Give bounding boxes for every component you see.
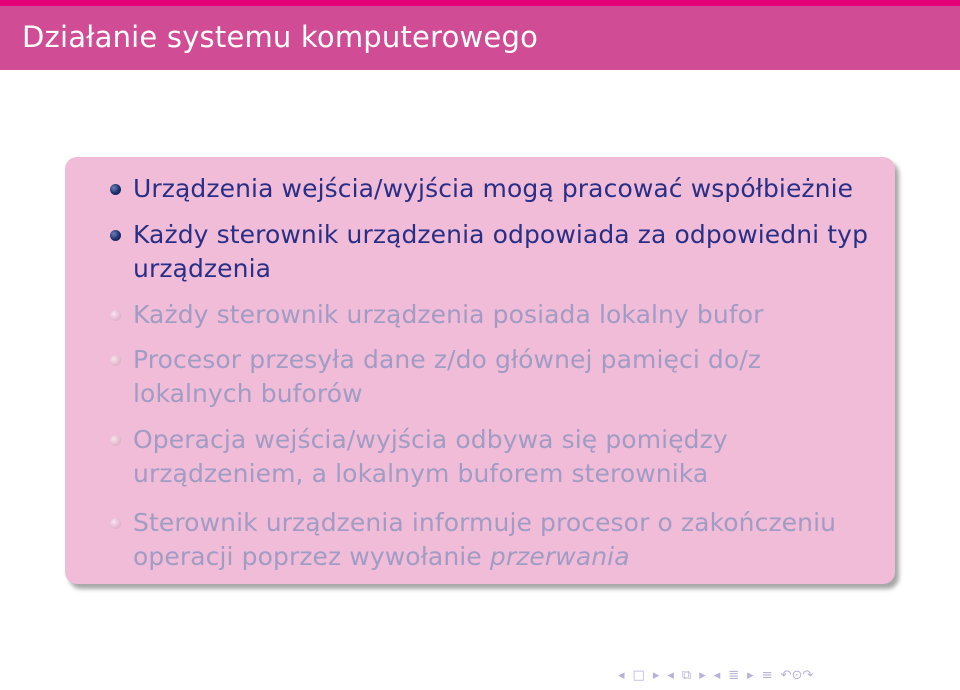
bullet-icon <box>110 518 121 529</box>
list-item-text <box>133 506 873 574</box>
nav-section-next-icon[interactable]: ▸ <box>747 668 754 683</box>
bullet-icon <box>110 435 121 446</box>
nav-presentation-icon[interactable]: ≡ <box>761 668 773 683</box>
bullet-icon <box>110 184 121 195</box>
nav-frame-next-icon[interactable]: ▸ <box>652 668 660 683</box>
nav-section-prev-icon[interactable]: ◂ <box>713 668 721 683</box>
list-item-text: Operacja wejścia/wyjścia odbywa się pomiędzy urządzeniem, a lokalnym buforem sterownika <box>133 425 728 488</box>
list-item-text: Procesor przesyła dane z/do głównej pamięci do/z lokalnych buforów <box>133 345 762 408</box>
list-item-text: Każdy sterownik urządzenia posiada lokalny bufor <box>133 300 764 329</box>
nav-search-icon[interactable]: ↶⊙↷ <box>780 668 814 683</box>
content-block <box>65 157 895 584</box>
bullet-icon <box>110 310 121 321</box>
nav-subsection-prev-icon[interactable]: ◂ <box>667 668 674 683</box>
title-bar-accent-line <box>0 0 960 6</box>
bullet-icon <box>110 355 121 366</box>
bullet-icon <box>110 230 121 241</box>
nav-frame-icon[interactable]: □ <box>632 668 645 683</box>
beamer-navigation <box>618 668 813 684</box>
emphasized-term: przerwania <box>489 542 630 571</box>
nav-subsection-next-icon[interactable]: ▸ <box>699 668 706 683</box>
list-item-text-main: Sterownik urządzenia informuje procesor o zakończeniu operacji poprzez wywołanie <box>133 508 837 571</box>
nav-section-icon[interactable]: ≣ <box>728 668 740 683</box>
title-bar <box>0 0 960 70</box>
nav-frame-prev-icon[interactable]: ◂ <box>618 668 625 683</box>
nav-subsection-icon[interactable]: ⧉ <box>681 668 692 683</box>
slide-title: Działanie systemu komputerowego <box>22 20 539 54</box>
list-item-text: Każdy sterownik urządzenia odpowiada za odpowiedni typ urządzenia <box>133 220 869 283</box>
list-item-text: Urządzenia wejścia/wyjścia mogą pracować współbieżnie <box>133 174 854 203</box>
